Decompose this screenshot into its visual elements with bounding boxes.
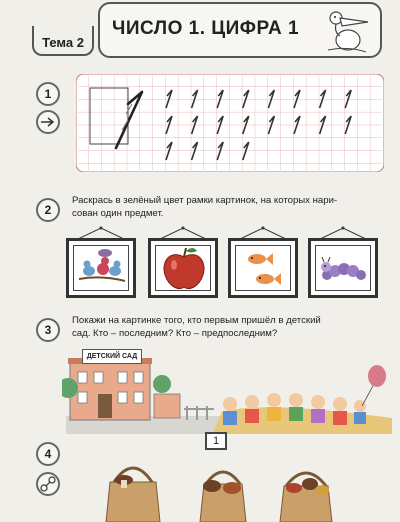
digit-one-glyph: [192, 90, 198, 108]
picture-frame-birds[interactable]: [66, 226, 136, 298]
task-2-text-line-2: сован один предмет.: [72, 208, 164, 219]
digit-one-glyph: [166, 116, 172, 134]
pelican-icon: [318, 6, 374, 56]
caterpillar-icon: [317, 249, 371, 289]
topic-label: Тема 2: [42, 35, 84, 50]
digit-one-glyph: [345, 90, 351, 108]
digit-one-tracing-rows: [160, 86, 380, 166]
digit-one-glyph: [294, 90, 300, 108]
digit-one-glyph: [345, 116, 351, 134]
digit-one-glyph: [166, 142, 172, 160]
kindergarten-sign: ДЕТСКИЙ САД: [82, 349, 142, 364]
task-2-text-line-1: Раскрась в зелёный цвет рамки картинок, на которых нари-: [72, 195, 338, 206]
digit-one-glyph: [243, 142, 249, 160]
digit-one-glyph: [166, 90, 172, 108]
topic-tab: [32, 26, 94, 56]
task-4-number: 4: [36, 442, 60, 466]
task-3-text-line-2: сад. Кто – последним? Кто – предпоследним?: [72, 328, 278, 339]
picture-frame-fish[interactable]: [228, 226, 298, 298]
task-1-number: 1: [36, 82, 60, 106]
digit-one-glyph: [217, 90, 223, 108]
fish-icon: [237, 247, 291, 291]
scissors-icon: [36, 472, 60, 496]
digit-one-glyph: [320, 90, 326, 108]
digit-one-glyph: [217, 142, 223, 160]
picture-frame-apple[interactable]: [148, 226, 218, 298]
digit-one-glyph: [268, 90, 274, 108]
apple-icon: [159, 245, 209, 293]
birds-icon: [75, 247, 127, 289]
digit-one-glyph: [294, 116, 300, 134]
task-3-text: [72, 314, 382, 340]
digit-one-glyph: [268, 116, 274, 134]
page-title: ЧИСЛО 1. ЦИФРА 1: [112, 18, 300, 39]
arrow-right-icon: [36, 110, 60, 134]
digit-one-glyph: [192, 142, 198, 160]
baskets-illustration: [96, 452, 396, 522]
picture-frame-caterpillar[interactable]: [308, 226, 378, 298]
task-3-number: 3: [36, 318, 60, 342]
task-2-number: 2: [36, 198, 60, 222]
digit-one-glyph: [217, 116, 223, 134]
answer-box[interactable]: 1: [205, 432, 227, 450]
task-3-text-line-1: Покажи на картинке того, кто первым пришёл в детский: [72, 315, 321, 326]
task-2-text: [72, 194, 382, 220]
digit-one-glyph: [320, 116, 326, 134]
digit-one-glyph: [192, 116, 198, 134]
digit-one-glyph: [243, 90, 249, 108]
digit-one-glyph: [243, 116, 249, 134]
